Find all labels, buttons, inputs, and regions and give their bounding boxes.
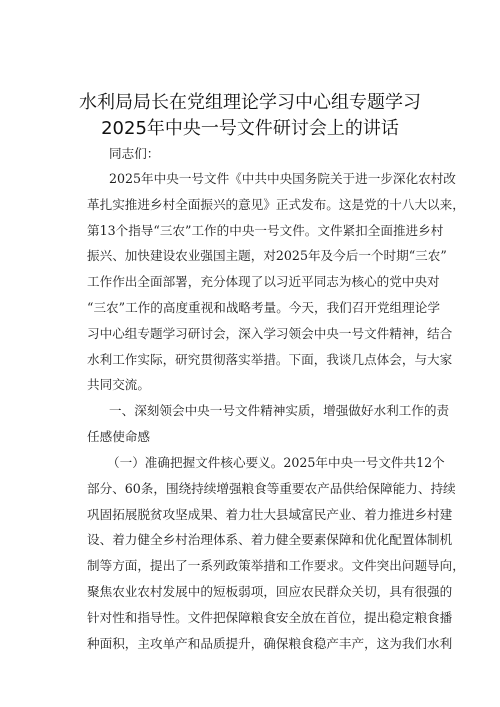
text-line: 种面积，主攻单产和品质提升，确保粮食稳产丰产，这为我们水利 [87, 635, 453, 651]
paragraph-intro [87, 166, 465, 398]
salutation: 同志们： [109, 146, 160, 161]
text-line: 聚焦农业农村发展中的短板弱项，回应农民群众关切，具有很强的 [87, 583, 453, 599]
section-heading-1 [87, 398, 450, 450]
text-line: 习中心组专题学习研讨会，深入学习领会中央一号文件精神，结合 [87, 325, 453, 341]
paragraph-core-essentials [87, 450, 465, 656]
text-line: 巩固拓展脱贫攻坚成果、着力壮大县域富民产业、着力推进乡村建 [87, 506, 453, 522]
text-line: “三农”工作的高度重视和战略考量。今天，我们召开党组理论学 [87, 299, 440, 315]
heading-line: 任感使命感 [87, 428, 150, 444]
text-line: 革扎实推进乡村全面振兴的意见》正式发布。这是党的十八大以来， [87, 196, 465, 212]
text-line: 设、着力健全乡村治理体系、着力健全要素保障和优化配置体制机 [87, 532, 453, 548]
heading-line: 一、深刻领会中央一号文件精神实质，增强做好水利工作的责 [109, 403, 450, 418]
text-line: 第13个指导“三农”工作的中央一号文件。文件紧扣全面推进乡村 [87, 222, 444, 238]
text-line: 振兴、加快建设农业强国主题，对2025年及今后一个时期“三农” [87, 248, 447, 264]
text-line: （一）准确把握文件核心要义。2025年中央一号文件共12个 [107, 455, 445, 470]
text-line: 制等方面，提出了一系列政策举措和工作要求。文件突出问题导向， [87, 558, 465, 574]
text-line: 针对性和指导性。文件把保障粮食安全放在首位，提出稳定粮食播 [87, 609, 453, 625]
text-line: 部分、60条，围绕持续增强粮食等重要农产品供给保障能力、持续 [87, 480, 456, 496]
text-line: 2025年中央一号文件《中共中央国务院关于进一步深化农村改 [109, 171, 456, 186]
text-line: 水利工作实际，研究贯彻落实举措。下面，我谈几点体会，与大家 [87, 351, 453, 367]
text-line: 共同交流。 [87, 377, 150, 393]
document-title-line-2: 2025年中央一号文件研讨会上的讲话 [101, 118, 399, 139]
text-line: 工作作出全面部署，充分体现了以习近平同志为核心的党中央对 [87, 274, 440, 290]
document-title-line-1: 水利局局长在党组理论学习中心组专题学习 [79, 92, 421, 113]
